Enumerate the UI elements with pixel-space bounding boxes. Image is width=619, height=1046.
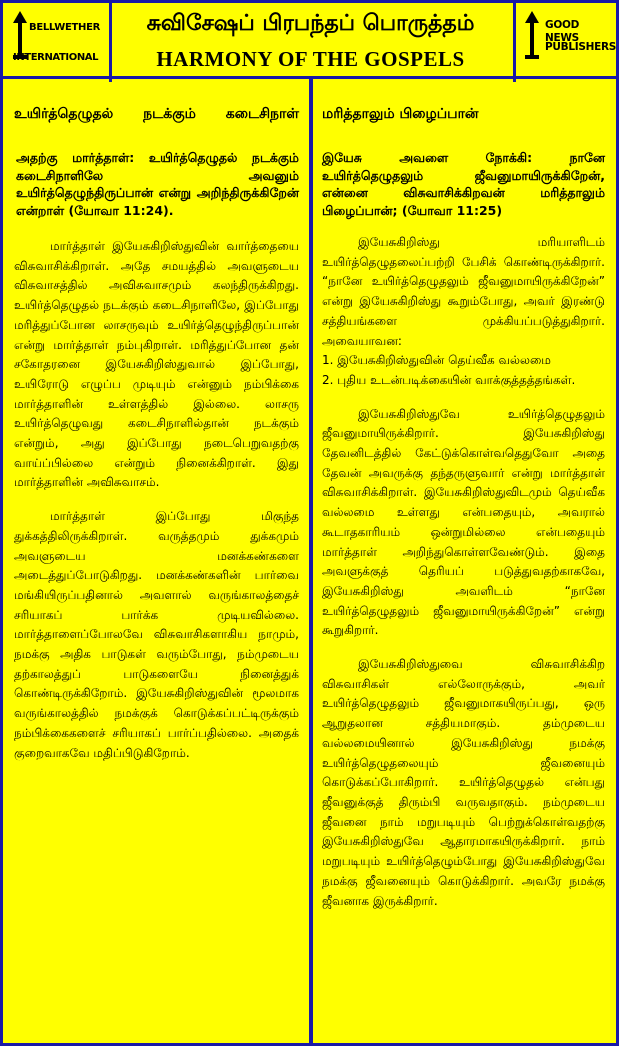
left-heading: உயிர்த்தெழுதல் நடக்கும் கடைசிநாள்: [14, 106, 299, 122]
right-paragraph-3: இயேசுகிறிஸ்துவை விசுவாசிக்கிற விசுவாசிகள் எல்லோருக்கும், அவர் உயிர்த்தெழுதலும் ஜீவனுமாகயிருப்பது, ஒரு ஆறுதலான சத்தியமாகும். தம்முடைய வல்லமையினால் இயேசுகிறிஸ்து நமக்கு உயிர்த்தெழுதலையும் ஜீவனையும் கொடுக்கப்போகிறார். உயிர்த்தெழுதல் என்பது ஜீவனுக்குத் திரும்பி வருவதாகும். நம்முடைய ஜீவனை நாம் மறுபடியும் பெற்றுக்கொள்வதற்கு இயேசுகிறிஸ்துவே ஆதாரமாகயிருக்கிறார். நாம் மறுபடியும் உயிர்த்தெழும்போது இயேசுகிறிஸ்துவே நமக்கு ஜீவனையும் கொடுக்கிறார். அவரே நமக்கு ஜீவனாக இருக்கிறார்.: [322, 657, 605, 908]
bellwether-logo-line2: INTERNATIONAL: [13, 52, 99, 63]
good-news-logo-line2: PUBLISHERS: [545, 41, 616, 53]
right-column: [322, 104, 605, 911]
good-news-logo-line1: GOOD NEWS: [545, 19, 579, 44]
right-paragraph-2: இயேசுகிறிஸ்துவே உயிர்த்தெழுதலும் ஜீவனுமாயிருக்கிறார். இயேசுகிறிஸ்து தேவனிடத்தில் கேட்டுக்கொள்வதெதுவோ அதை தேவன் அவருக்கு தந்தருளுவார் என்று மார்த்தாள் விசுவாசிக்கிறாள். இயேசுகிறிஸ்துவிடமும் தெய்வீக வல்லமை உள்ளது என்பதையும், அவரால் கூடாதகாரியம் ஒன்றுமில்லை என்பதையும் மார்த்தாள் அறிந்துகொள்ளவேண்டும். இதை அவளுக்குத் தெரியப் படுத்துவதற்காகவே, இயேசுகிறிஸ்து அவளிடம் “நானே உயிர்த்தெழுதலும் ஜீவனுமாயிருக்கிறேன்” என்று கூறுகிறார்.: [322, 406, 605, 638]
right-heading: மரித்தாலும் பிழைப்பான்: [322, 106, 479, 122]
right-paragraph-1: இயேசுகிறிஸ்து மரியாளிடம் உயிர்த்தெழுதலைப்பற்றி பேசிக் கொண்டிருக்கிறார். “நானே உயிர்த்தெழுதலும் ஜீவனுமாயிருக்கிறேன்” என்று இயேசுகிறிஸ்து கூறும்போது, அவர் இரண்டு சத்தியங்களை முக்கியப்படுத்துகிறார். அவையாவன:: [322, 235, 605, 348]
header-banner: [0, 0, 619, 79]
left-scripture-quote: அதற்கு மார்த்தாள்: உயிர்த்தெழுதல் நடக்கும் கடைசிநாளிலே அவனும் உயிர்த்தெழுந்திருப்பான் என்று அறிந்திருக்கிறேன் என்றாள் (யோவா 11:24).: [16, 150, 299, 218]
left-column: [14, 104, 299, 763]
right-list-item-2: 2. புதிய உடன்படிக்கையின் வாக்குத்தத்தங்கள்.: [322, 372, 576, 387]
header-divider: [513, 3, 516, 82]
title-english: HARMONY OF THE GOSPELS: [156, 47, 465, 71]
bellwether-logo-line1: BELLWETHER: [29, 22, 101, 33]
good-news-emblem-icon: [525, 11, 539, 61]
left-paragraph-2: மார்த்தாள் இப்போது மிகுந்த துக்கத்திலிருக்கிறாள். வருத்தமும் துக்கமும் அவளுடைய மனக்கண்களை அடைத்துப்போடுகிறது. மனக்கண்களின் பார்வை மங்கியிருப்பதினால் அவளால் வருங்காலத்தைச் சரியாகப் பார்க்க முடியவில்லை. மார்த்தாளைப்போலவே விசுவாசிகளாகிய நாமும், நமக்கு அதிக பாடுகள் வரும்போது, நம்முடைய தற்காலத்துப் பாடுகளையே நினைத்துக் கொண்டிருக்கிறோம். இயேசுகிறிஸ்துவின் மூலமாக வருங்காலத்தில் நமக்குக் கொடுக்கப்பட்டிருக்கும் நம்பிக்கைகளைச் சரியாகப் பார்ப்பதில்லை. அதைக் குறைவாகவே மதிப்பிடுகிறோம்.: [14, 509, 299, 760]
title-tamil: சுவிசேஷப் பிரபந்தப் பொருத்தம்: [146, 11, 475, 36]
column-divider: [309, 79, 313, 1046]
right-list-item-1: 1. இயேசுகிறிஸ்துவின் தெய்வீக வல்லமை: [322, 353, 551, 368]
right-scripture-quote: இயேசு அவளை நோக்கி: நானே உயிர்த்தெழுதலும் ஜீவனுமாயிருக்கிறேன், என்னை விசுவாசிக்கிறவன் மரித்தாலும் பிழைப்பான்; (யோவா 11:25): [322, 150, 605, 218]
left-paragraph-1: மார்த்தாள் இயேசுகிறிஸ்துவின் வார்த்தையை விசுவாசிக்கிறாள். அதே சமயத்தில் அவளுடைய விசுவாசத்தில் அவிசுவாசமும் கலந்திருக்கிறது. உயிர்த்தெழுதல் நடக்கும் கடைசிநாளிலே, இப்போது மரித்துப்போன லாசருவும் உயிர்த்தெழுந்திருப்பான் என்று மார்த்தாள் நம்புகிறாள். மரித்துப்போன தன் சகோதரனை இயேசுகிறிஸ்துவால் இப்போது, உயிரோடு எழுப்ப முடியும் என்னும் நம்பிக்கை மார்த்தாளின் உள்ளத்தில் இல்லை. லாசரு உயிர்த்தெழுவது கடைசிநாளில்தான் நடக்கும் என்றும், அது இப்போது நடைபெறுவதற்கு வாய்ப்பில்லை என்றும் நினைக்கிறாள். இது மார்த்தாளின் அவிசுவாசம்.: [14, 239, 299, 490]
header-divider: [109, 3, 112, 82]
